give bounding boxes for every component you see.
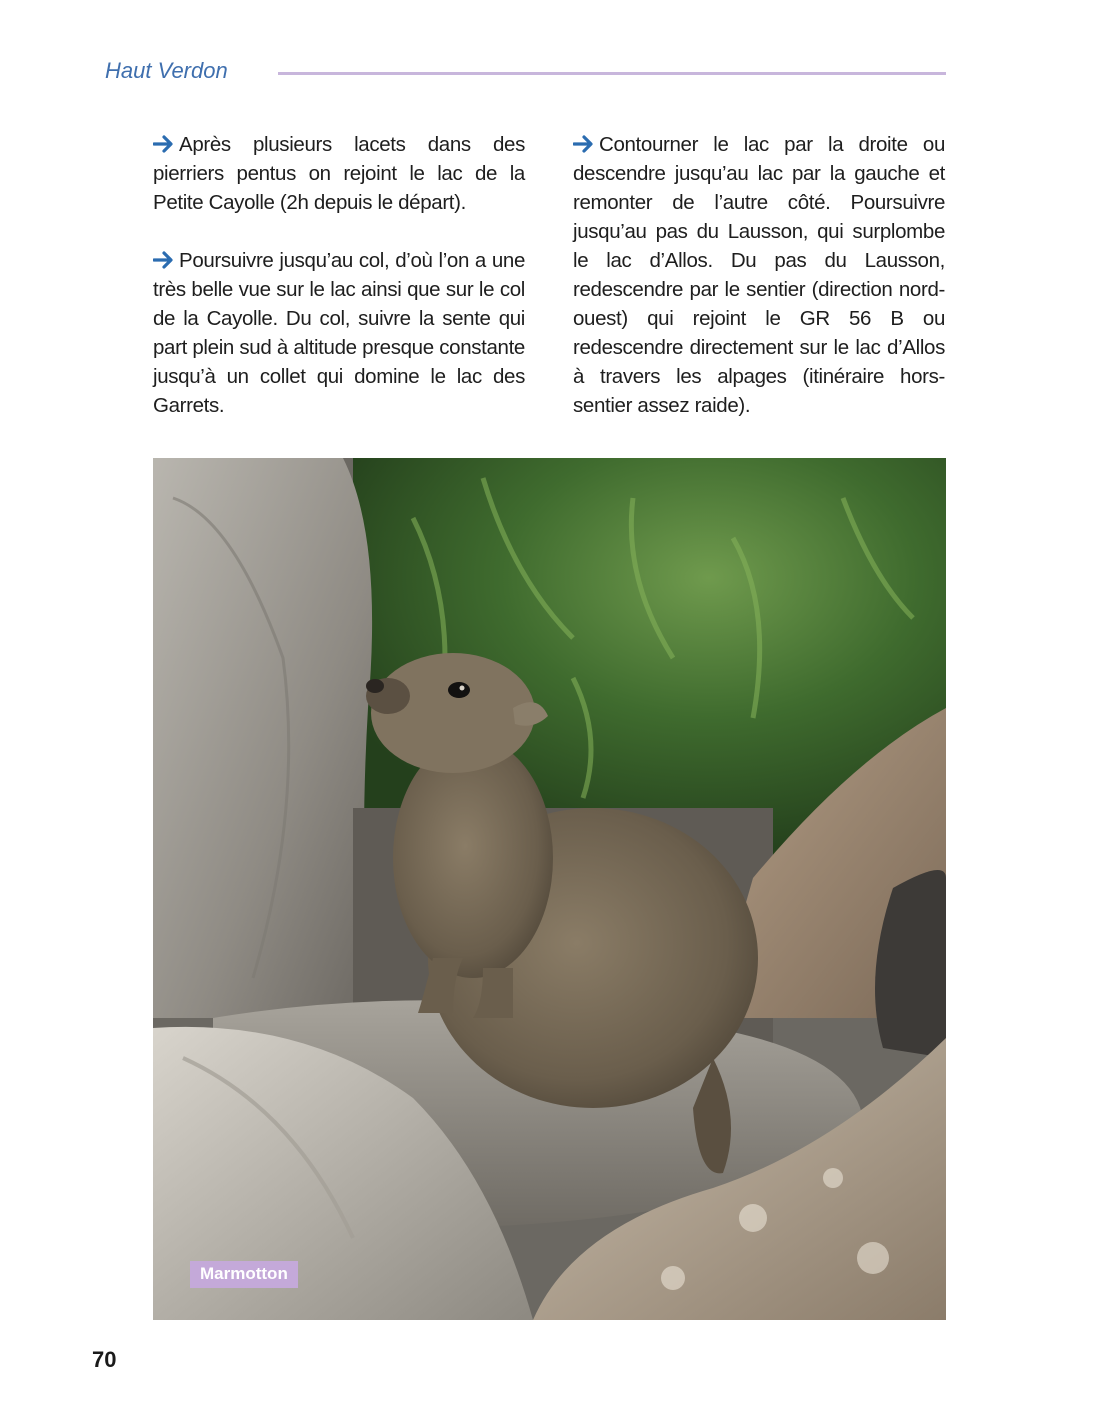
step-text: Contourner le lac par la droite ou descendre jusqu’au lac par la gauche et remonter de l’autre côté. Poursuivre jusqu’au pas du Lausson, qui surplombe le lac d’Allos. Du pas du Lausson, redescendre par le sentier (direction nord-ouest) qui rejoint le GR 56 B ou redescendre directement sur le lac d’Allos à travers les alpages (itinéraire hors-sentier assez raide). [573,133,945,417]
text-column-left [153,130,525,449]
step-paragraph [153,130,525,217]
text-column-right [573,130,945,449]
step-paragraph [573,130,945,420]
arrow-right-icon [153,251,175,269]
photo-caption: Marmotton [190,1261,298,1288]
marmot-photo [153,458,946,1320]
step-paragraph [153,246,525,420]
arrow-right-icon [573,135,595,153]
step-text: Après plusieurs lacets dans des pierriers pentus on rejoint le lac de la Petite Cayolle (2h depuis le départ). [153,133,525,214]
step-text: Poursuivre jusqu’au col, d’où l’on a une très belle vue sur le lac ainsi que sur le col de la Cayolle. Du col, suivre la sente qui part plein sud à altitude presque constante jusqu’à un collet qui domine le lac des Garrets. [153,249,525,417]
arrow-right-icon [153,135,175,153]
running-header-title: Haut Verdon [105,58,228,83]
page-number: 70 [92,1347,117,1372]
header-rule [278,72,946,75]
